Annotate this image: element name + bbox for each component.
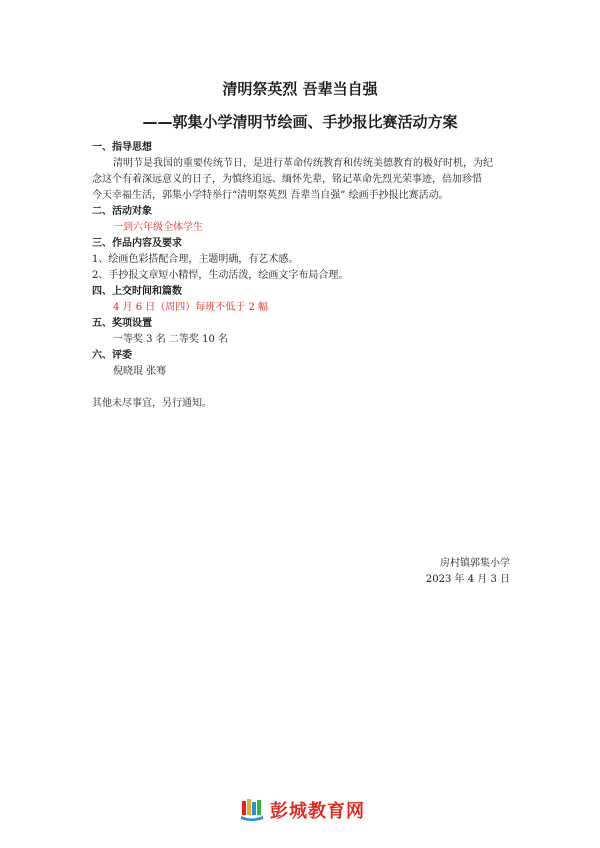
document-subtitle: ——郭集小学清明节绘画、手抄报比赛活动方案 (142, 113, 458, 131)
requirement-item: 1、绘画色彩搭配合理，主题明确，有艺术感。 (92, 254, 299, 265)
judges-text: 倪晓琨 张骞 (113, 366, 167, 377)
section-heading-awards: 五、奖项设置 (92, 318, 152, 329)
submission-text: 4 月 6 日（周四）每班不低于 2 幅 (113, 302, 268, 313)
paragraph-line: 清明节是我国的重要传统节日，是进行革命传统教育和传统美德教育的极好时机，为纪 (113, 158, 493, 169)
footer-logo-text: 彭城教育网 (270, 801, 365, 822)
section-heading-participants: 二、活动对象 (92, 206, 152, 217)
document-title: 清明祭英烈 吾辈当自强 (222, 80, 378, 98)
section-heading-requirements: 三、作品内容及要求 (92, 238, 182, 249)
book-logo-icon (240, 799, 264, 821)
footer-logo (240, 797, 365, 823)
section-heading-submission: 四、上交时间和篇数 (92, 286, 182, 297)
participants-text: 一到六年级全体学生 (113, 222, 203, 233)
section-heading-guiding-idea: 一、指导思想 (92, 142, 152, 153)
signature-date: 2023 年 4 月 3 日 (425, 574, 510, 585)
paragraph-line: 今天幸福生活，郭集小学特举行“清明祭英烈 吾辈当自强” 绘画手抄报比赛活动。 (92, 190, 449, 201)
closing-remark: 其他未尽事宜，另行通知。 (92, 398, 212, 409)
awards-text: 一等奖 3 名 二等奖 10 名 (113, 334, 228, 345)
requirement-item: 2、手抄报文章短小精悍，生动活泼，绘画文字布局合理。 (92, 270, 349, 281)
section-heading-judges: 六、评委 (92, 350, 132, 361)
paragraph-line: 念这个有着深远意义的日子，为慎终追远、缅怀先辈，铭记革命先烈光荣事迹，倍加珍惜 (92, 174, 482, 185)
signature-organization: 房村镇郭集小学 (440, 558, 510, 569)
